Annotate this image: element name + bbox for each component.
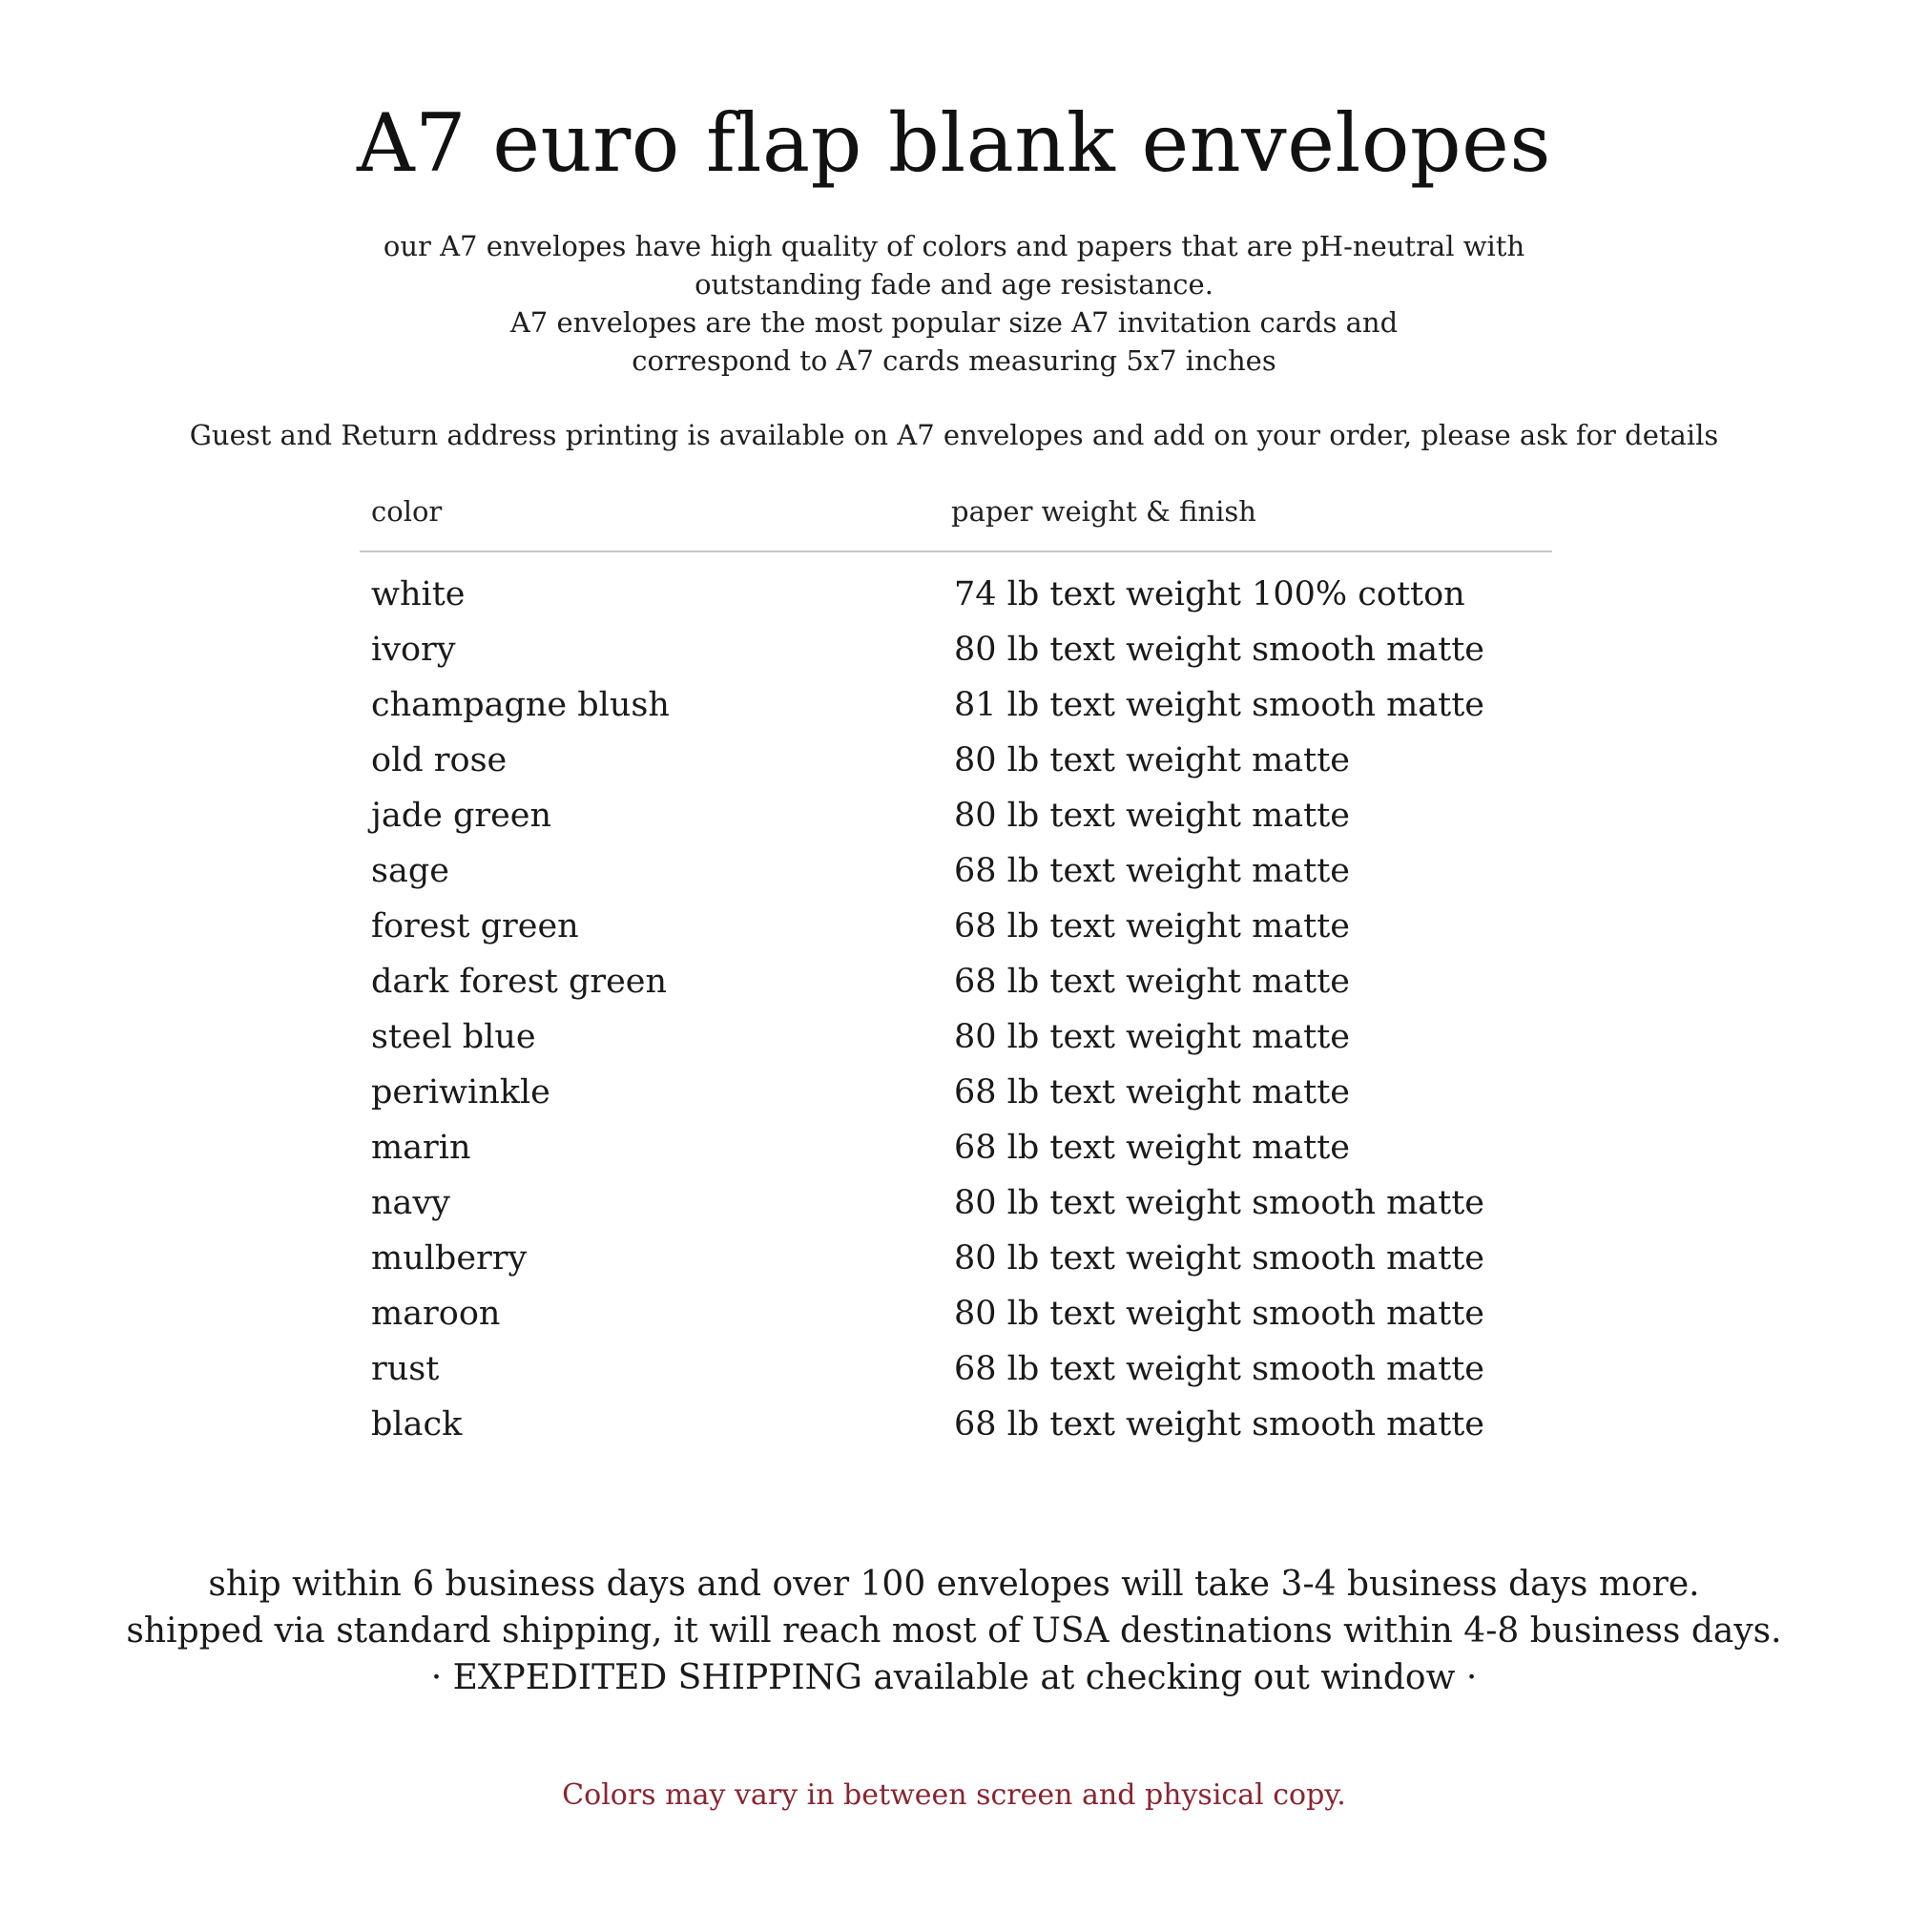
printing-note: Guest and Return address printing is available on A7 envelopes and add on your order, please ask for details	[189, 419, 1719, 451]
color-cell: periwinkle	[371, 1073, 550, 1111]
color-cell: navy	[371, 1184, 450, 1222]
color-cell: dark forest green	[371, 963, 668, 1001]
shipping-line: · EXPEDITED SHIPPING available at checking out window ·	[430, 1658, 1478, 1697]
table-row	[360, 791, 1552, 846]
paper-column-header: paper weight & finish	[951, 495, 1256, 528]
intro-paragraph	[0, 227, 1908, 380]
paper-cell: 68 lb text weight smooth matte	[954, 1350, 1485, 1388]
color-cell: black	[371, 1405, 463, 1444]
paper-cell: 80 lb text weight matte	[954, 797, 1350, 835]
table-row	[360, 1068, 1552, 1123]
paper-cell: 68 lb text weight matte	[954, 852, 1350, 890]
color-cell: mulberry	[371, 1239, 528, 1278]
color-cell: steel blue	[371, 1018, 536, 1056]
page-title: A7 euro flap blank envelopes	[357, 96, 1551, 190]
color-disclaimer: Colors may vary in between screen and physical copy.	[562, 1778, 1346, 1812]
color-column-header: color	[371, 495, 443, 528]
paper-cell: 68 lb text weight matte	[954, 1073, 1350, 1111]
table-row	[360, 902, 1552, 957]
color-cell: forest green	[371, 907, 579, 945]
color-cell: old rose	[371, 741, 508, 779]
envelope-table	[360, 491, 1552, 1455]
color-cell: marin	[371, 1129, 471, 1167]
table-row	[360, 957, 1552, 1012]
shipping-info	[0, 1561, 1908, 1701]
paper-cell: 68 lb text weight smooth matte	[954, 1405, 1485, 1444]
table-row	[360, 1012, 1552, 1068]
table-header	[360, 491, 1552, 552]
table-row	[360, 1178, 1552, 1234]
color-cell: sage	[371, 852, 449, 890]
intro-line: correspond to A7 cards measuring 5x7 inches	[632, 344, 1276, 377]
paper-cell: 80 lb text weight smooth matte	[954, 631, 1485, 669]
paper-cell: 74 lb text weight 100% cotton	[954, 575, 1465, 613]
table-row	[360, 1234, 1552, 1289]
color-cell: ivory	[371, 631, 456, 669]
paper-cell: 68 lb text weight matte	[954, 1129, 1350, 1167]
shipping-line: ship within 6 business days and over 100 envelopes will take 3-4 business days more.	[208, 1565, 1700, 1604]
table-row	[360, 846, 1552, 902]
color-cell: jade green	[371, 797, 552, 835]
paper-cell: 80 lb text weight matte	[954, 1018, 1350, 1056]
intro-line: our A7 envelopes have high quality of colors and papers that are pH-neutral with	[383, 230, 1525, 262]
paper-cell: 68 lb text weight matte	[954, 963, 1350, 1001]
table-row	[360, 1123, 1552, 1178]
table-row	[360, 1289, 1552, 1344]
table-row	[360, 736, 1552, 791]
color-cell: rust	[371, 1350, 440, 1388]
table-row	[360, 680, 1552, 736]
paper-cell: 80 lb text weight smooth matte	[954, 1295, 1485, 1333]
paper-cell: 80 lb text weight matte	[954, 741, 1350, 779]
color-cell: maroon	[371, 1295, 501, 1333]
paper-cell: 81 lb text weight smooth matte	[954, 686, 1485, 724]
table-row	[360, 1344, 1552, 1400]
shipping-line: shipped via standard shipping, it will reach most of USA destinations within 4-8 business days.	[126, 1611, 1782, 1651]
paper-cell: 80 lb text weight smooth matte	[954, 1184, 1485, 1222]
color-cell: white	[371, 575, 466, 613]
table-body	[360, 552, 1552, 1455]
intro-line: A7 envelopes are the most popular size A7 invitation cards and	[509, 306, 1399, 339]
color-cell: champagne blush	[371, 686, 670, 724]
table-row	[360, 570, 1552, 625]
paper-cell: 80 lb text weight smooth matte	[954, 1239, 1485, 1278]
table-row	[360, 1400, 1552, 1455]
intro-line: outstanding fade and age resistance.	[695, 268, 1213, 301]
paper-cell: 68 lb text weight matte	[954, 907, 1350, 945]
table-row	[360, 625, 1552, 680]
